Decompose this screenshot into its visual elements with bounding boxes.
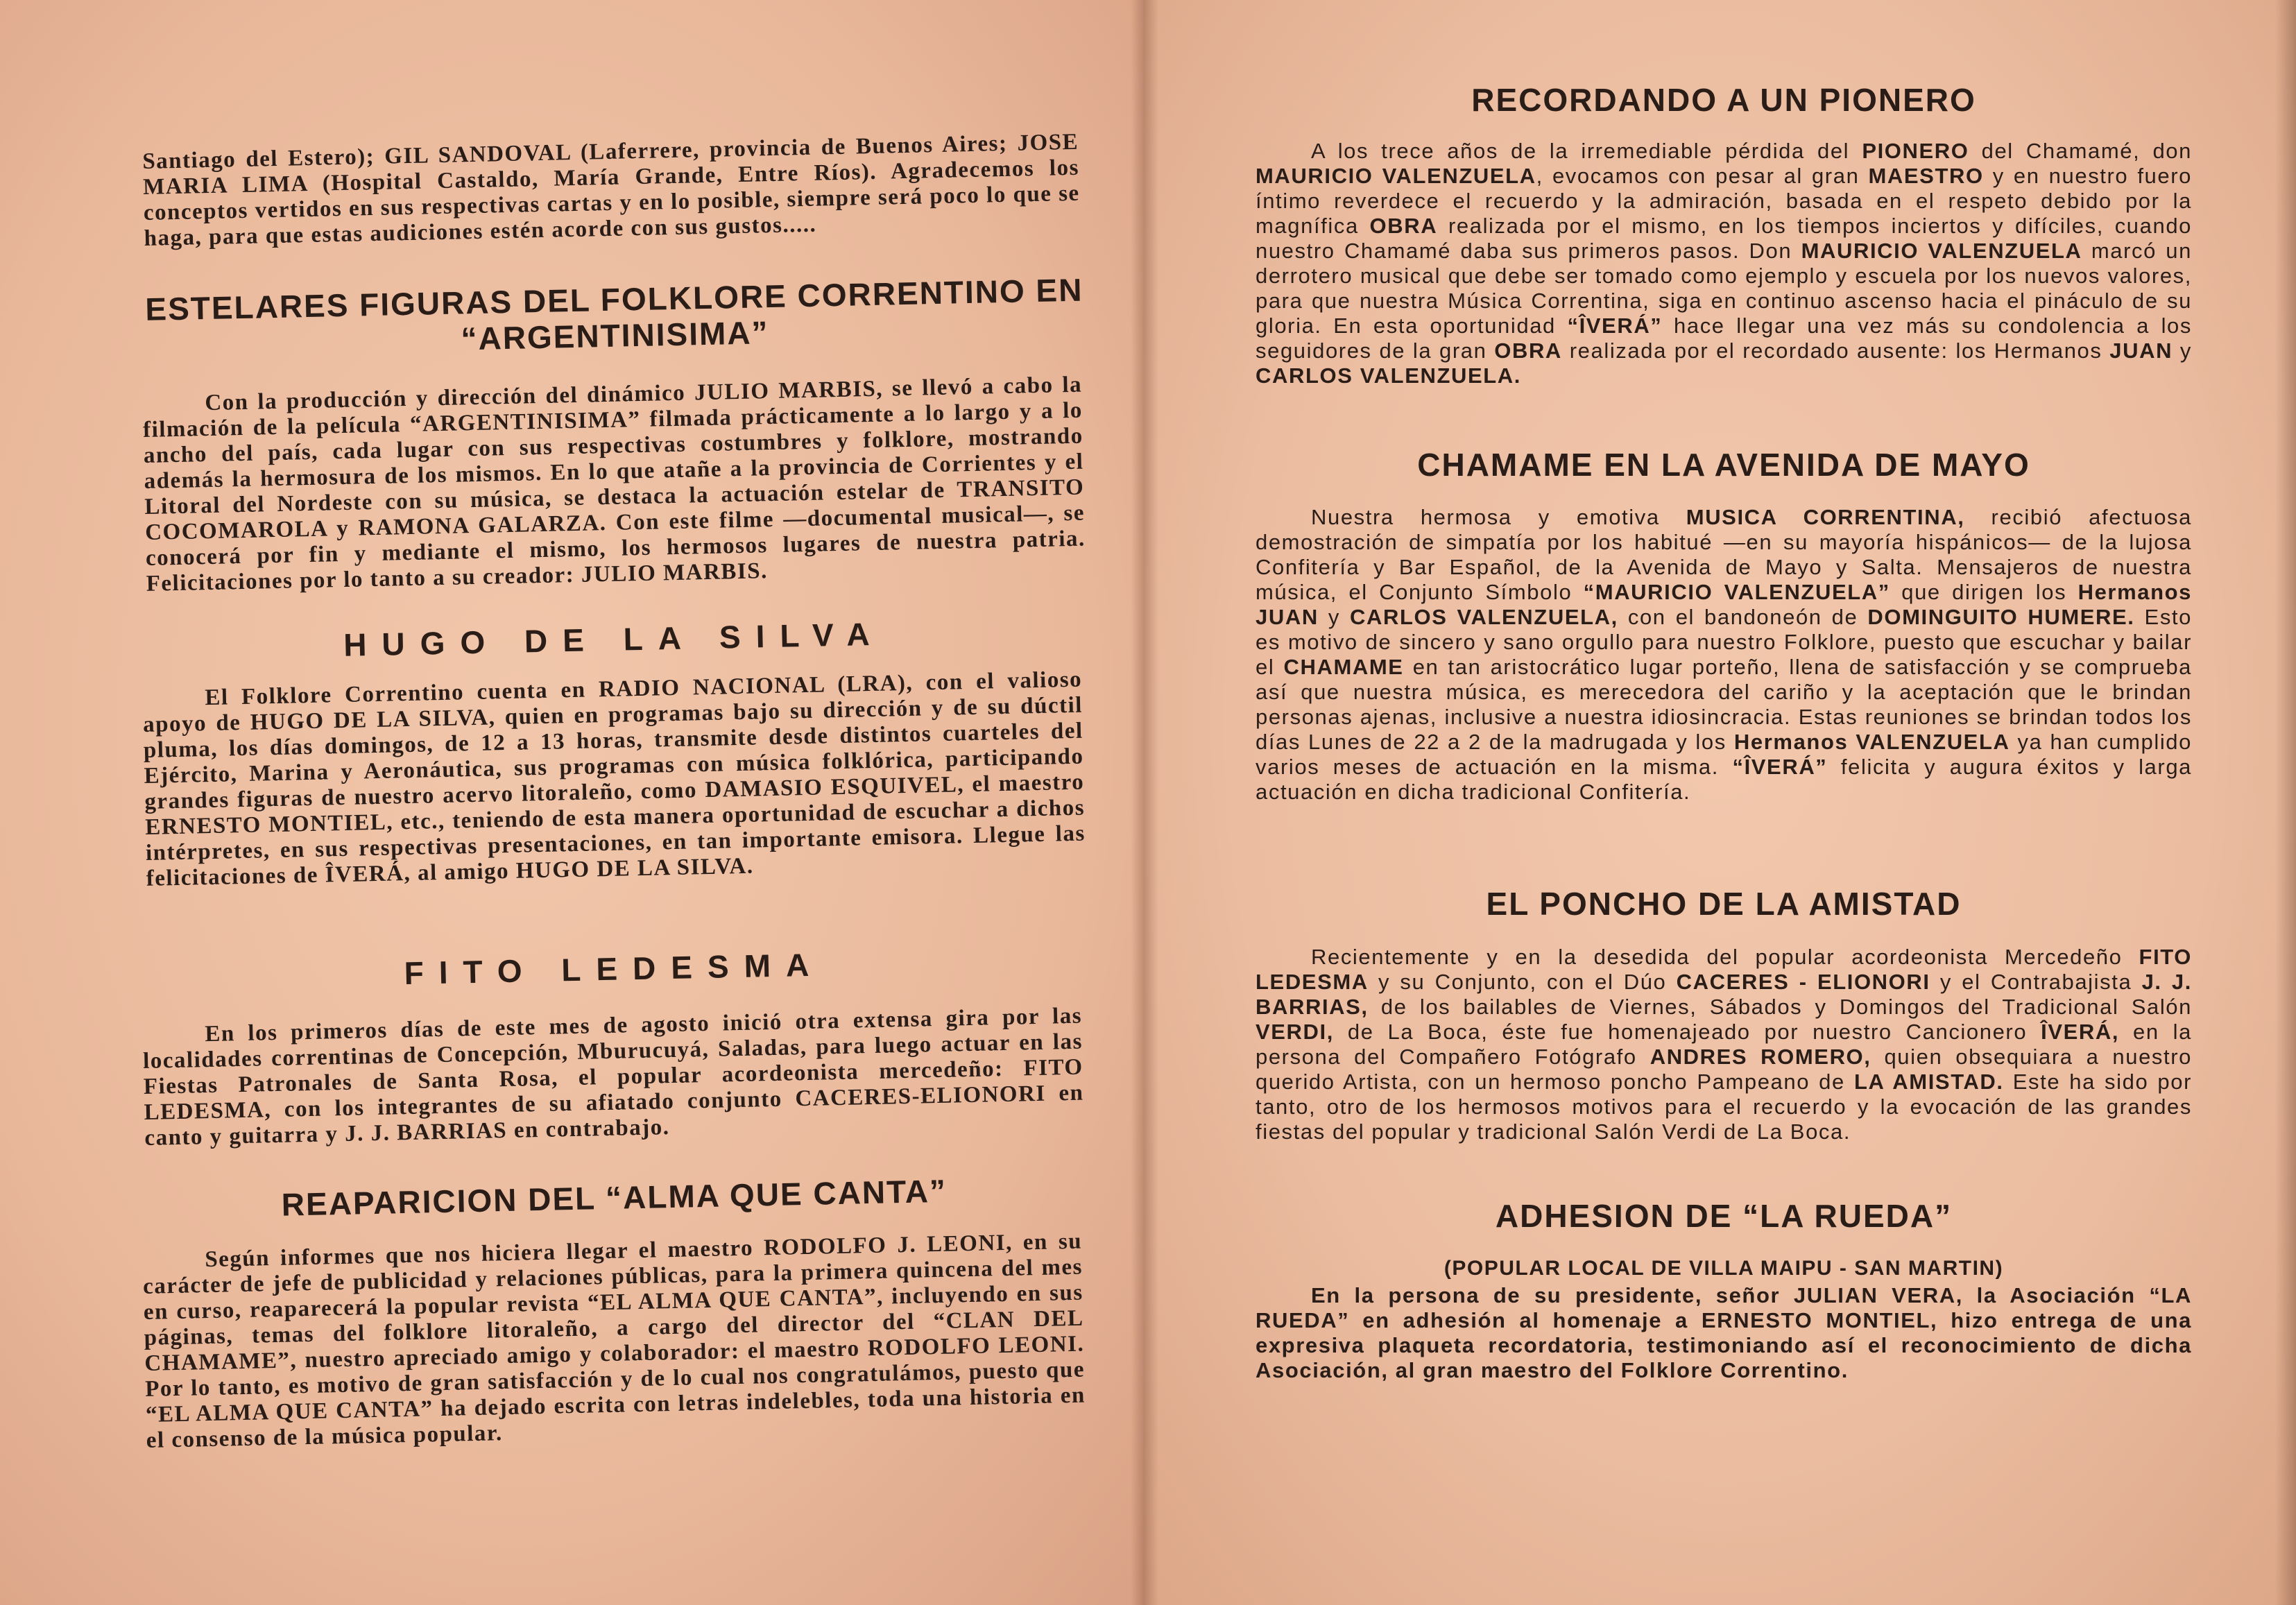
paragraph-la-rueda: En la persona de su presidente, señor JULIAN VERA, la Asociación “LA RUEDA” en adhesión al homenaje a ERNESTO MONTIEL, hizo entrega de una expresiva plaqueta recordatoria, testimoniando así el reconocimiento de dicha Asociación, al gran maestro del Folklore Correntino.	[1256, 1283, 2192, 1382]
bold-name-run: “MAURICIO VALENZUELA”	[1583, 580, 1890, 604]
text-run: en tan aristocrático lugar porteño, llena de satisfacción y se comprueba así que nuestra música, es merecedora del cariño y la aceptación que le brindan personas ajenas, inclusive a nuestra idiosincracia. Estas reuniones se brindan todos los días Lunes de 22 a 2 de la madrugada y los	[1256, 655, 2193, 754]
right-page	[1145, 0, 2296, 1605]
bold-name-run: MAURICIO VALENZUELA	[1256, 164, 1536, 188]
paragraph-fito-ledesma: En los primeros días de este mes de agosto inició otra extensa gira por las localidades correntinas de Concepción, Mburucuyá, Saladas, para luego actuar en las Fiestas Patronales de Santa Rosa, el popular acordeonista mercedeño: FITO LEDESMA, con los integrantes de su afiatado conjunto CACERES-ELIONORI en canto y guitarra y J. J. BARRIAS en contrabajo.	[142, 1003, 1084, 1151]
text-run: de los bailables de Viernes, Sábados y Domingos del Tradicional Salón	[1368, 995, 2192, 1019]
text-run: y en nuestro fuero íntimo reverdece el recuerdo y la admiración, basada en el respeto debido por la magnífica	[1256, 164, 2192, 238]
text-run: Este ha sido por tanto, otro de los hermosos motivos para el recuerdo y la evocación de las grandes fiestas del popular y tradicional Salón Verdi de La Boca.	[1256, 1070, 2193, 1144]
bold-name-run: VERDI,	[1256, 1020, 1334, 1044]
text-run: marcó un derrotero musical que debe ser tomado como ejemplo y escuela por los nuevos valores, para que nuestra Música Correntina, siga en continuo ascenso hacia el pináculo de su gloria. En esta oportunidad	[1256, 239, 2192, 338]
subheading-la-rueda: (POPULAR LOCAL DE VILLA MAIPU - SAN MARTIN)	[1443, 1257, 2004, 1280]
bold-name-run: ÎVERÁ,	[2041, 1020, 2120, 1044]
text-run: y	[2173, 338, 2192, 363]
bold-name-run: OBRA	[1369, 214, 1438, 238]
bold-name-run: CHAMAME	[1283, 655, 1404, 679]
bold-name-run: PIONERO	[1862, 139, 1969, 163]
text-run: realizada por el recordado ausente: los Hermanos	[1561, 338, 2110, 363]
bold-name-run: DOMINGUITO HUMERE.	[1867, 605, 2135, 629]
heading-adhesion-la-rueda: ADHESION DE “LA RUEDA”	[1495, 1198, 1953, 1234]
heading-recordando-a-un-pionero: RECORDANDO A UN PIONERO	[1471, 82, 1976, 118]
text-run: Esto es motivo de sincero y sano orgullo para nuestro Folklore, puesto que escuchar y bailar el	[1256, 605, 2192, 679]
text-run: con el bandoneón de	[1618, 605, 1868, 629]
heading-el-poncho-de-la-amistad: EL PONCHO DE LA AMISTAD	[1486, 886, 1962, 922]
bold-name-run: FITO LEDESMA	[1256, 945, 2192, 994]
text-run: del Chamamé, don	[1969, 139, 2192, 163]
book-gutter	[1131, 0, 1158, 1605]
bold-name-run: J. J. BARRIAS,	[1256, 970, 2192, 1019]
bold-name-run: “ÎVERÁ”	[1567, 314, 1663, 338]
text-run: que dirigen los	[1890, 580, 2078, 604]
text-run: felicita y augura éxitos y larga actuación en dicha tradicional Confitería.	[1256, 755, 2192, 804]
text-run: recibió afectuosa demostración de simpatía por los habitué —en su mayoría hispánicos— de la lujosa Confitería y Bar Español, de la Avenida de Mayo y Salta. Mensajeros de nuestra música, el Conjunto Símbolo	[1256, 505, 2192, 604]
text-run: ya han cumplido varios meses de actuación en la misma.	[1256, 730, 2192, 779]
paragraph-poncho	[1256, 945, 2192, 1144]
heading-estelares-figuras: ESTELARES FIGURAS DEL FOLKLORE CORRENTINO EN “ARGENTINISIMA”	[144, 271, 1083, 357]
text-run: hace llegar una vez más su condolencia a los seguidores de la gran	[1256, 314, 2192, 363]
bold-name-run: OBRA	[1494, 338, 1562, 363]
text-run: y su Conjunto, con el Dúo	[1368, 970, 1677, 994]
article-continuation-paragraph: Santiago del Estero); GIL SANDOVAL (Laferrere, provincia de Buenos Aires; JOSE MARIA LIMA (Hospital Castaldo, María Grande, Entre Ríos). Agradecemos los conceptos vertidos en sus respectivas cartas y en lo posible, siempre será poco lo que se haga, para que estas audiciones estén acorde con sus gustos.....	[142, 129, 1081, 251]
page-edge-shadow	[2275, 0, 2296, 1605]
heading-fito-ledesma: FITO LEDESMA	[404, 946, 825, 992]
text-run: Recientemente y en la desedida del popular acordeonista Mercedeño	[1311, 945, 2139, 969]
heading-hugo-de-la-silva: HUGO DE LA SILVA	[343, 615, 886, 663]
text-run: realizada por el mismo, en los tiempos inciertos y difíciles, cuando nuestro Chamamé daba sus primeros pasos. Don	[1256, 214, 2192, 263]
paragraph-reaparicion: Según informes que nos hiciera llegar el maestro RODOLFO J. LEONI, en su carácter de jefe de publicidad y relaciones públicas, para la primera quincena del mes en curso, reaparecerá la popular revista “EL ALMA QUE CANTA”, incluyendo en sus páginas, temas del folklore litoraleño, a cargo del director del “CLAN DEL CHAMAME”, nuestro apreciado amigo y colaborador: el maestro RODOLFO LEONI. Por lo tanto, es motivo de gran satisfacción y de lo cual nos congratulámos, puesto que “EL ALMA QUE CANTA” ha dejado escrita con letras indelebles, toda una historia en el consenso de la música popular.	[142, 1228, 1086, 1453]
text-run: , evocamos con pesar al gran	[1536, 164, 1869, 188]
left-page	[0, 0, 1145, 1605]
text-run: y	[1318, 605, 1350, 629]
bold-name-run: MAURICIO VALENZUELA	[1801, 239, 2082, 263]
paragraph-chamame	[1256, 505, 2192, 805]
text-run: y el Contrabajista	[1930, 970, 2142, 994]
bold-name-run: “ÎVERÁ”	[1732, 755, 1828, 779]
text-run: quien obsequiara a nuestro querido Artista, con un hermoso poncho Pampeano de	[1256, 1045, 2192, 1094]
heading-chamame-avenida-de-mayo: CHAMAME EN LA AVENIDA DE MAYO	[1417, 447, 2030, 483]
paragraph-argentinisima: Con la producción y dirección del dinámico JULIO MARBIS, se llevó a cabo la filmación de la película “ARGENTINISIMA” filmada prácticamente a lo largo y a lo ancho del país, cada lugar con sus respectivas costumbres y folklore, mostrando además la hermosura de los mismos. En lo que atañe a la provincia de Corrientes y el Litoral del Nordeste con su música, se destaca la actuación estelar de TRANSITO COCOMAROLA y RAMONA GALARZA. Con este filme —documental musical—, se conocerá por fin y mediante el mismo, los hermosos lugares de nuestra patria. Felicitaciones por lo tanto a su creador: JULIO MARBIS.	[142, 372, 1086, 596]
text-run: en la persona del Compañero Fotógrafo	[1256, 1020, 2193, 1069]
paragraph-pionero	[1256, 139, 2192, 388]
bold-name-run: LA AMISTAD.	[1853, 1070, 2004, 1094]
bold-name-run: CARLOS VALENZUELA,	[1350, 605, 1618, 629]
bold-name-run: CARLOS VALENZUELA.	[1256, 363, 1521, 388]
text-run: Nuestra hermosa y emotiva	[1311, 505, 1686, 529]
bold-name-run: MAESTRO	[1868, 164, 1984, 188]
bold-name-run: Hermanos JUAN	[1256, 580, 2193, 629]
paragraph-hugo-de-la-silva: El Folklore Correntino cuenta en RADIO NACIONAL (LRA), con el valioso apoyo de HUGO DE LA SILVA, quien en programas bajo su dirección y de su dúctil pluma, los días domingos, de 12 a 13 horas, transmite desde distintos cuarteles del Ejército, Marina y Aeronáutica, sus programas con música folklórica, participando grandes figuras de nuestro acervo litoraleño, como DAMASIO ESQUIVEL, el maestro ERNESTO MONTIEL, etc., teniendo de esta manera oportunidad de escuchar a dichos intérpretes, en sus respectivas presentaciones, en tan importante emisora. Llegue las felicitaciones de ÎVERÁ, al amigo HUGO DE LA SILVA.	[142, 667, 1086, 891]
bold-name-run: ANDRES ROMERO,	[1650, 1045, 1871, 1069]
heading-reaparicion: REAPARICION DEL “ALMA QUE CANTA”	[281, 1172, 948, 1223]
bold-name-run: CACERES - ELIONORI	[1676, 970, 1930, 994]
bold-name-run: JUAN	[2109, 338, 2173, 363]
text-run: de La Boca, éste fue homenajeado por nuestro Cancionero	[1333, 1020, 2041, 1044]
bold-name-run: MUSICA CORRENTINA,	[1686, 505, 1965, 529]
text-run: A los trece años de la irremediable pérdida del	[1311, 139, 1862, 163]
bold-name-run: Hermanos VALENZUELA	[1733, 730, 2010, 754]
